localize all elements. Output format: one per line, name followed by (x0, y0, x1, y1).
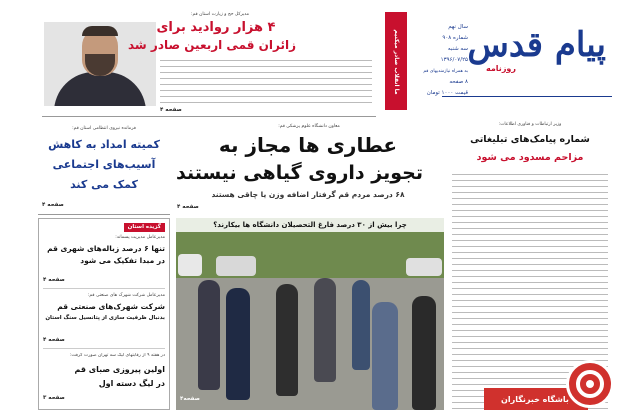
top-story-headline-1: ۴ هزار روادید برای (156, 20, 276, 35)
left-story-1 (38, 120, 170, 216)
right-story-kicker: وزیر ارتباطات و فناوری اطلاعات: (498, 122, 562, 127)
left-story-1-headline-1: کمیته امداد به کاهش (48, 138, 160, 151)
side-item (39, 351, 169, 409)
main-story-kicker: معاون دانشگاه علوم پزشکی قم: (278, 124, 340, 129)
photo-car (216, 256, 256, 276)
masthead-logo-sub: روزنامه (486, 64, 516, 73)
top-story-kicker: مدیرکل حج و زیارت استان قم: (191, 12, 249, 17)
main-story (175, 120, 443, 216)
side-item-page: صفحه ۳ (43, 395, 65, 401)
side-item-kicker: مدیرعامل شرکت شهرک های صنعتی قم: (87, 293, 165, 298)
person-figure (276, 284, 298, 396)
side-item-headline-1: اولین پیروزی صبای قم (74, 365, 165, 374)
person-figure (412, 296, 436, 410)
side-item-kicker: در هفته ۹ از رقابتهای لیگ سه تهران صورت گرفت: (69, 353, 165, 358)
info-line: شماره ۹۰۸ (442, 35, 468, 41)
left-story-1-border (38, 214, 170, 215)
side-item (39, 291, 169, 351)
person-figure (372, 302, 398, 410)
side-item-divider (43, 348, 165, 349)
info-line: ۸ صفحه (449, 79, 468, 85)
photo-car (406, 258, 442, 276)
left-story-1-page: صفحه ۴ (42, 202, 64, 208)
photo-car (178, 254, 202, 276)
top-story (42, 10, 376, 118)
side-item-kicker: مدیرعامل مدیریت پسماند: (115, 235, 165, 240)
photo-caption: چرا بیش از ۳۰ درصد فارغ التحصیلان دانشگاه ها بیکارند؟ (213, 221, 407, 229)
side-item-divider (43, 288, 165, 289)
top-story-headline-2: زائران قمی اربعین صادر شد (128, 38, 296, 52)
side-item-page: صفحه ۴ (43, 277, 65, 283)
main-story-headline-1: عطاری ها مجاز به (218, 133, 398, 157)
portrait-hair (82, 26, 118, 36)
top-story-body (160, 58, 372, 104)
side-item-headline-1: شرکت شهرک‌های صنعتی قم (57, 302, 165, 311)
side-box (38, 218, 170, 410)
person-figure (226, 288, 250, 400)
side-item-headline-2: بدنبال ظرفیت سازی از پتانسیل سنگ استان (45, 315, 165, 321)
person-figure (198, 280, 220, 390)
info-line: ۱۳۹۶/۰۷/۲۵ (440, 57, 468, 63)
side-box-tag: گزیده استان (124, 223, 165, 232)
tagline: ما انقلاب صادر میکنیم (393, 29, 400, 95)
person-figure (314, 278, 336, 382)
right-story-headline-1: شماره پیامک‌های تبلیغاتی (470, 134, 590, 145)
left-story-1-headline-3: کمک می کند (70, 178, 138, 191)
left-story-1-kicker: فرمانده نیروی انتظامی استان قم: (72, 126, 136, 131)
top-story-page: صفحه ۴ (160, 107, 182, 113)
side-item-page: صفحه ۴ (43, 337, 65, 343)
main-story-headline-2: تجویز داروی گیاهی نیستند (175, 162, 423, 184)
side-item-headline-1: تنها ۶ درصد زباله‌های شهری قم (47, 244, 165, 253)
watermark-text: باشگاه خبرنگاران (501, 395, 569, 404)
info-line: قیمت ۱۰۰۰ تومان (426, 90, 468, 96)
side-item-headline-2: در مبدا تفکیک می شود (80, 256, 165, 265)
main-story-page: صفحه ۴ (177, 204, 199, 210)
main-photo (176, 218, 444, 410)
info-line: به همراه نیازمندیهای قم (423, 69, 468, 74)
watermark-logo-icon (566, 360, 614, 408)
masthead-info (412, 22, 468, 108)
photo-page: صفحه۴ (180, 396, 200, 402)
right-story-headline-2: مزاحم مسدود می شود (476, 152, 584, 163)
side-item (39, 233, 169, 291)
main-story-subhead: ۶۸ درصد مردم قم گرفتار اضافه وزن یا چاقی هستند (211, 190, 405, 199)
info-line: سه شنبه (447, 46, 468, 52)
info-line: سال نهم (448, 24, 468, 30)
masthead-logo-text: پیام قدس (467, 25, 606, 65)
top-story-border (42, 116, 376, 117)
person-figure (352, 280, 370, 370)
side-item-headline-2: در لیگ دسته اول (98, 379, 165, 388)
left-story-1-headline-2: آسیب‌های اجتماعی (52, 158, 156, 171)
masthead-logo (467, 20, 606, 76)
